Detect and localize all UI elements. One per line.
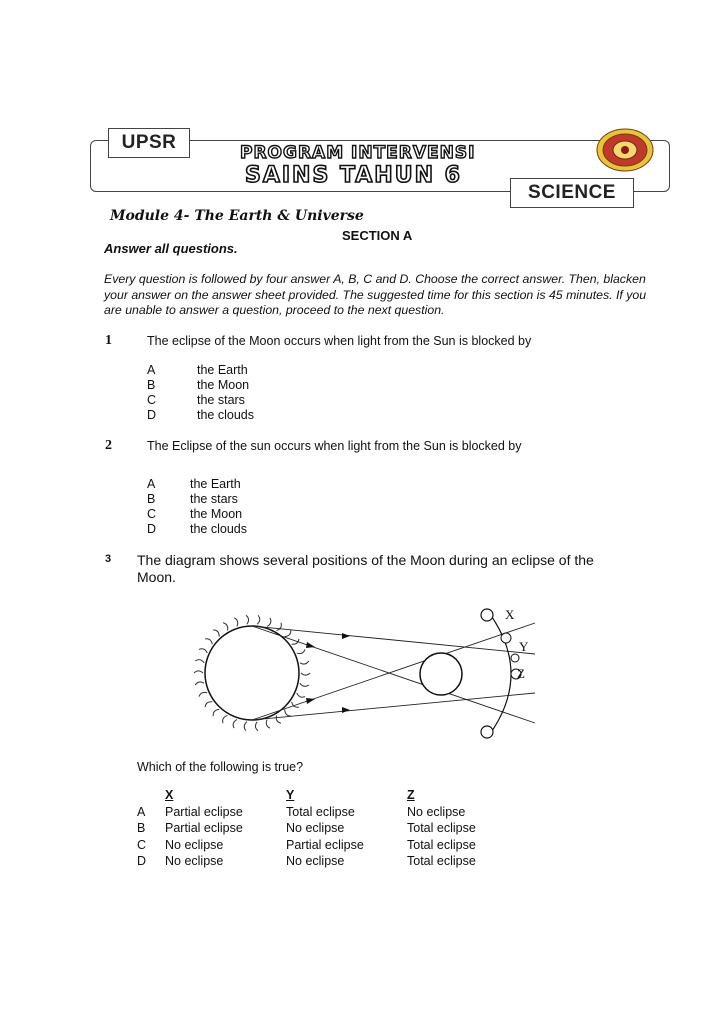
option-row (147, 477, 247, 492)
label-x: X (505, 607, 515, 622)
option-row (147, 393, 254, 408)
sun-icon (205, 626, 299, 720)
option-row (147, 507, 247, 522)
cell-y: No eclipse (286, 821, 345, 835)
cell-x: No eclipse (165, 854, 224, 868)
corona-flame (267, 618, 271, 627)
corona-flame (199, 692, 207, 696)
option-text: the stars (197, 393, 245, 407)
option-text: the clouds (190, 522, 247, 536)
corona-flame (223, 715, 228, 723)
corona-flame (300, 683, 309, 686)
question-3-prompt: Which of the following is true? (137, 760, 304, 774)
moon-position-bottom (481, 726, 493, 738)
question-1-number: 1 (105, 333, 112, 348)
cell-z: Total eclipse (407, 837, 476, 852)
ray-arrows (306, 633, 350, 713)
corona-flame (255, 722, 258, 731)
question-1-options (147, 363, 254, 423)
label-y: Y (519, 639, 529, 654)
cell-y: No eclipse (286, 854, 345, 868)
option-text: the Moon (197, 378, 250, 392)
corona-flame (246, 615, 249, 624)
cell-z: No eclipse (407, 804, 466, 819)
option-row (147, 492, 247, 507)
science-tag: SCIENCE (510, 178, 634, 208)
cell-z: Total eclipse (407, 854, 476, 868)
row-letter: D (137, 854, 147, 868)
cell-x: Partial eclipse (165, 804, 243, 819)
table-row (137, 820, 528, 837)
table-row (137, 837, 528, 854)
option-text: the Earth (197, 363, 248, 377)
moon-orbit (487, 610, 511, 738)
corona-flame (213, 630, 219, 637)
row-letter: A (137, 804, 146, 819)
corona-flame (195, 660, 204, 663)
corona-flame (285, 630, 291, 637)
moon-position-x (501, 633, 511, 643)
upsr-tag: UPSR (108, 128, 190, 158)
corona-flame (297, 693, 305, 697)
corona-flame (285, 709, 291, 716)
corona-flame (213, 709, 219, 716)
question-2-number: 2 (105, 438, 112, 453)
option-text: the stars (190, 492, 238, 506)
table-header-y: Y (286, 788, 295, 802)
corona-flame (257, 615, 260, 624)
option-row (147, 378, 254, 393)
cell-y: Partial eclipse (286, 837, 364, 852)
table-row (137, 804, 528, 821)
school-seal-icon (596, 128, 654, 172)
corona-flame (300, 661, 309, 664)
question-2-text: The Eclipse of the sun occurs when light from the Sun is blocked by (147, 439, 522, 453)
corona-flame (297, 649, 305, 653)
cell-x: Partial eclipse (165, 821, 243, 835)
option-letter: C (147, 507, 157, 521)
row-letter: B (137, 821, 146, 835)
corona-flame (199, 649, 207, 653)
answer-all-instruction: Answer all questions. (104, 241, 238, 256)
eclipse-diagram (190, 598, 540, 746)
corona-flame (276, 715, 281, 723)
option-text: the clouds (197, 408, 254, 422)
table-header-row (137, 787, 528, 804)
answer-table (137, 787, 528, 870)
corona-flame (277, 623, 282, 631)
option-letter: C (147, 393, 157, 407)
option-row (147, 408, 254, 423)
row-letter: C (137, 837, 147, 852)
corona-flame (194, 671, 203, 673)
table-header-spacer (137, 787, 165, 804)
corona-flame (301, 673, 310, 675)
instructions-paragraph: Every question is followed by four answer A, B, C and D. Choose the correct answer. Then, blacken your answer on the answer sheet provided. The suggested time for this section is 45 minutes. If you are unable to answer a question, proceed to the next question. (104, 272, 647, 317)
corona-flame (244, 722, 247, 731)
corona-flame (266, 720, 270, 729)
label-z: Z (517, 666, 525, 681)
option-text: the Earth (190, 477, 241, 491)
cell-y: Total eclipse (286, 804, 355, 819)
section-title: SECTION A (342, 228, 413, 243)
sains-title: SAINS TAHUN 6 (245, 163, 462, 188)
corona-flame (233, 720, 237, 729)
corona-flame (234, 618, 238, 627)
option-row (147, 522, 247, 537)
moon-position-top (481, 609, 493, 621)
table-row (137, 853, 528, 870)
program-title: PROGRAM INTERVENSI (240, 143, 476, 163)
corona-flame (195, 682, 204, 685)
cell-z: Total eclipse (407, 821, 476, 835)
moon-position-y (511, 654, 519, 662)
cell-x: No eclipse (165, 837, 224, 852)
question-3-text: The diagram shows several positions of the Moon during an eclipse of the Moon. (137, 552, 594, 585)
corona-flame (223, 623, 228, 631)
option-row (147, 363, 254, 378)
option-letter: D (147, 408, 157, 422)
option-text: the Moon (190, 507, 243, 521)
corona-flame (205, 639, 212, 644)
table-header-z: Z (407, 788, 415, 802)
module-title: Module 4- The Earth & Universe (110, 208, 364, 224)
table-header-x: X (165, 788, 174, 802)
option-letter: A (147, 477, 156, 491)
question-2-options (147, 477, 247, 537)
option-letter: D (147, 522, 157, 536)
earth-icon (420, 653, 462, 695)
question-1-text: The eclipse of the Moon occurs when light from the Sun is blocked by (147, 334, 532, 348)
option-letter: A (147, 363, 156, 377)
question-3-number: 3 (105, 553, 112, 565)
option-letter: B (147, 492, 156, 506)
corona-flame (205, 702, 212, 707)
option-letter: B (147, 378, 156, 392)
